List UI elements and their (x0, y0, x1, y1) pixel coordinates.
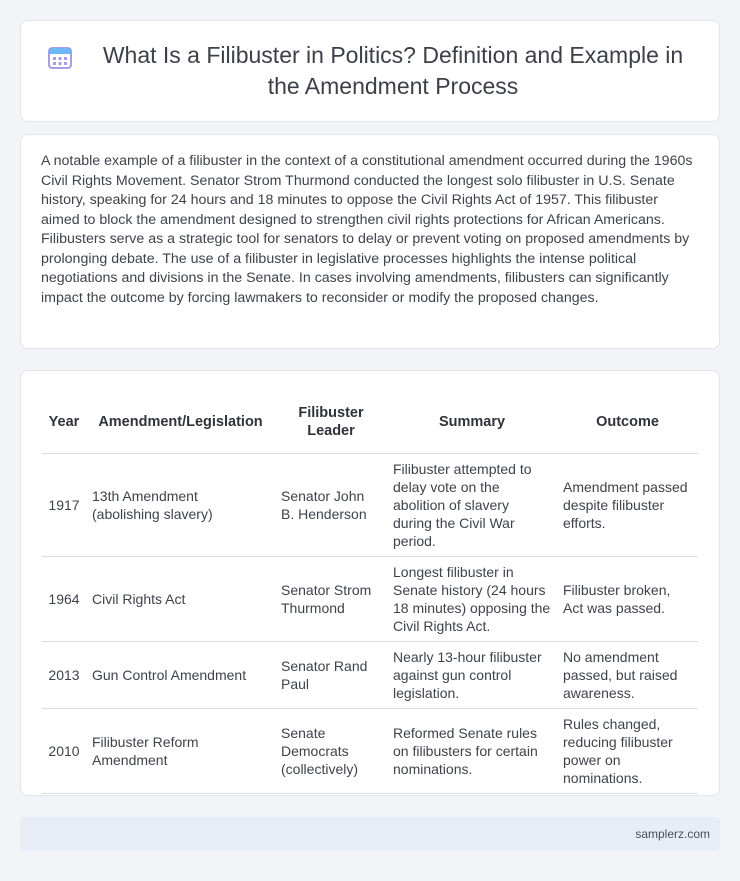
table-row (42, 708, 698, 793)
cell-outcome: Filibuster broken, Act was passed. (557, 556, 698, 641)
table-row (42, 453, 698, 556)
cell-outcome: No amendment passed, but raised awareness. (557, 641, 698, 708)
cell-year: 2013 (42, 641, 86, 708)
page-title: What Is a Filibuster in Politics? Definition and Example in the Amendment Process (102, 42, 684, 99)
cell-summary: Longest filibuster in Senate history (24 hours 18 minutes) opposing the Civil Rights Act. (387, 556, 557, 641)
cell-year: 1964 (42, 556, 86, 641)
header-outcome: Outcome (557, 391, 698, 453)
footer-site-link[interactable]: samplerz.com (635, 827, 710, 841)
title-card (20, 20, 720, 122)
cell-amendment: Filibuster Reform Amendment (86, 708, 275, 793)
intro-paragraph: A notable example of a filibuster in the context of a constitutional amendment occurred during the 1960s Civil Rights Movement. Senator Strom Thurmond conducted the longest solo filibuster in U.S. Senate history, speaking for 24 hours and 18 minutes to oppose the Civil Rights Act of 1957. This filibuster aimed to block the amendment designed to strengthen civil rights protections for African Americans. Filibusters serve as a strategic tool for senators to delay or prevent voting on proposed amendments by prolonging debate. The use of a filibuster in legislative processes highlights the intense political negotiations and divisions in the Senate. In cases involving amendments, filibusters can significantly impact the outcome by forcing lawmakers to reconsider or modify the proposed changes. (41, 153, 693, 306)
title-wrap (27, 40, 713, 102)
cell-leader: Senator John B. Henderson (275, 453, 387, 556)
calendar-icon (47, 44, 73, 70)
cell-amendment: 13th Amendment (abolishing slavery) (86, 453, 275, 556)
cell-year: 2010 (42, 708, 86, 793)
cell-leader: Senate Democrats (collectively) (275, 708, 387, 793)
intro-card (20, 134, 720, 349)
cell-summary: Nearly 13-hour filibuster against gun control legislation. (387, 641, 557, 708)
table-row (42, 556, 698, 641)
footer (20, 817, 720, 851)
cell-leader: Senator Strom Thurmond (275, 556, 387, 641)
cell-amendment: Civil Rights Act (86, 556, 275, 641)
table-card (20, 370, 720, 796)
cell-outcome: Amendment passed despite filibuster efforts. (557, 453, 698, 556)
cell-year: 1917 (42, 453, 86, 556)
cell-amendment: Gun Control Amendment (86, 641, 275, 708)
filibuster-table (42, 391, 698, 794)
header-year: Year (42, 391, 86, 453)
cell-summary: Filibuster attempted to delay vote on the abolition of slavery during the Civil War period. (387, 453, 557, 556)
cell-leader: Senator Rand Paul (275, 641, 387, 708)
header-summary: Summary (387, 391, 557, 453)
header-leader: Filibuster Leader (275, 391, 387, 453)
header-amendment: Amendment/Legislation (86, 391, 275, 453)
cell-outcome: Rules changed, reducing filibuster power on nominations. (557, 708, 698, 793)
table-header-row (42, 391, 698, 453)
table-row (42, 641, 698, 708)
cell-summary: Reformed Senate rules on filibusters for certain nominations. (387, 708, 557, 793)
